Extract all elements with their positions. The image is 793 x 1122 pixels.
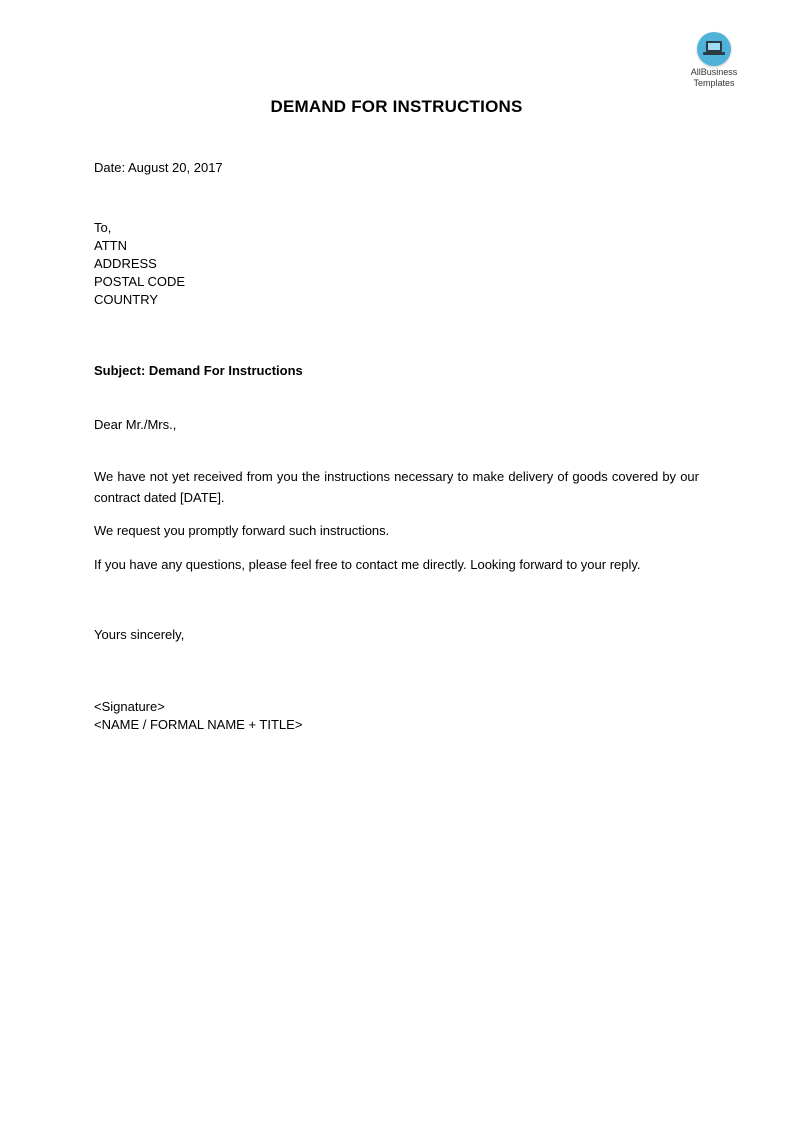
name-title-placeholder: <NAME / FORMAL NAME + TITLE> — [94, 717, 303, 732]
recipient-attn: ATTN — [94, 238, 127, 253]
signature-placeholder: <Signature> — [94, 699, 165, 714]
letter-closing: Yours sincerely, — [94, 627, 185, 642]
allbusiness-templates-logo — [682, 32, 746, 88]
body-paragraph-1: We have not yet received from you the instructions necessary to make delivery of goods covered by our contract dated [DATE]. — [94, 469, 699, 505]
logo-text-line2: Templates — [693, 78, 735, 88]
body-paragraph-3: If you have any questions, please feel free to contact me directly. Looking forward to your reply. — [94, 557, 641, 572]
logo-text-line1: AllBusiness — [690, 67, 738, 77]
body-paragraph-2: We request you promptly forward such instructions. — [94, 523, 390, 538]
recipient-to: To, — [94, 220, 112, 235]
recipient-postal-code: POSTAL CODE — [94, 274, 186, 289]
letter-subject: Subject: Demand For Instructions — [94, 363, 303, 378]
document-title: DEMAND FOR INSTRUCTIONS — [270, 97, 523, 116]
letter-salutation: Dear Mr./Mrs., — [94, 417, 177, 432]
laptop-icon — [697, 32, 731, 66]
recipient-address: ADDRESS — [94, 256, 157, 271]
letter-date: Date: August 20, 2017 — [94, 160, 223, 175]
recipient-country: COUNTRY — [94, 292, 159, 307]
